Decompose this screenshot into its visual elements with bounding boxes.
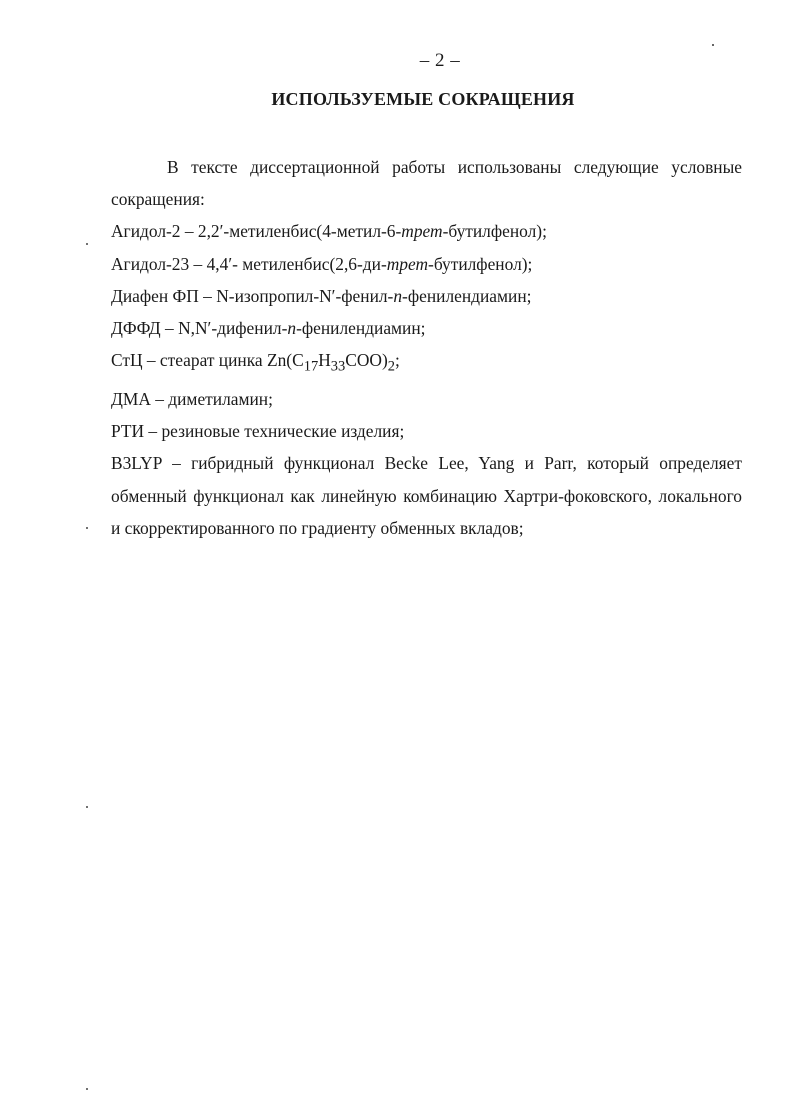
abbreviation-term: B3LYP: [111, 453, 162, 474]
abbreviation-item: [111, 447, 742, 544]
abbreviation-item: [111, 415, 742, 447]
abbreviation-definition: стеарат цинка $Zn(C_{17}H_{33}COO)_2$;: [159, 350, 400, 375]
abbreviation-separator: –: [150, 388, 169, 409]
abbreviation-definition: 2,2′-метиленбис(4-метил-6-трет-бутилфенол);: [197, 221, 547, 242]
abbreviation-separator: –: [142, 350, 160, 371]
abbreviation-definition: N-изопропил-N′-фенил-п-фенилендиамин;: [216, 285, 532, 306]
abbreviation-separator: –: [180, 221, 198, 242]
intro-paragraph: В тексте диссертационной работы использованы следующие условные сокращения:: [111, 157, 742, 210]
abbreviation-separator: –: [161, 453, 192, 474]
abbreviation-term: РТИ: [111, 421, 145, 442]
page-title: ИСПОЛЬЗУЕМЫЕ СОКРАЩЕНИЯ: [271, 89, 575, 109]
abbreviation-separator: –: [198, 285, 217, 306]
abbreviation-item: [111, 344, 742, 383]
abbreviation-item: [111, 312, 742, 344]
abbreviation-term: ДФФД: [111, 318, 161, 339]
scan-dot: [712, 44, 714, 46]
abbreviation-item: [111, 280, 742, 312]
scan-dot: [86, 1088, 88, 1090]
scan-dot: [86, 806, 88, 808]
scan-dot: [86, 527, 88, 529]
abbreviation-term: СтЦ: [111, 350, 143, 371]
abbreviation-definition: N,N′-дифенил-п-фенилендиамин;: [178, 318, 426, 339]
abbreviation-separator: –: [144, 421, 162, 442]
abbreviation-term: Агидол-2: [111, 221, 181, 242]
scan-dot: [86, 243, 88, 245]
abbreviation-item: [111, 215, 742, 247]
abbreviation-definition: резиновые технические изделия;: [161, 421, 405, 442]
abbreviation-term: ДМА: [111, 388, 151, 409]
abbreviation-definition: гибридный функционал Becke Lee, Yang и Parr, который определяет обменный функционал как линейную комбинацию Хартри-фоковского, локального и скорректированного по градиенту обменных вкладов;: [111, 453, 743, 538]
abbreviation-separator: –: [160, 318, 179, 339]
document-body: [111, 151, 742, 544]
abbreviation-term: Диафен ФП: [111, 285, 199, 306]
abbreviation-separator: –: [189, 253, 207, 274]
abbreviation-item: [111, 383, 742, 415]
abbreviation-term: Агидол-23: [111, 253, 190, 274]
abbreviation-item: [111, 248, 742, 280]
page-number: – 2 –: [419, 50, 461, 71]
abbreviation-definition: диметиламин;: [168, 388, 273, 409]
abbreviation-definition: 4,4′- метиленбис(2,6-ди-трет-бутилфенол);: [206, 253, 533, 274]
